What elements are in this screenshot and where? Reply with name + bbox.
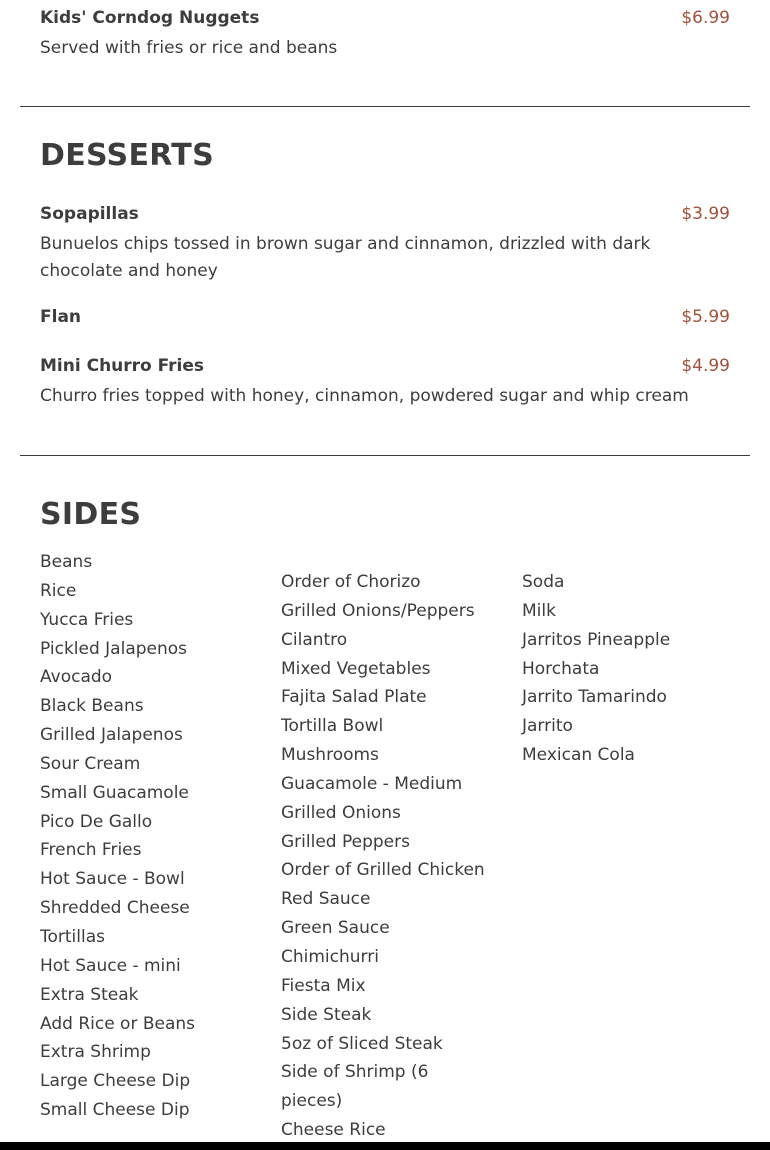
side-item: Jarrito <box>522 716 573 737</box>
side-item: Grilled Jalapenos <box>40 725 183 746</box>
side-item: Chimichurri <box>281 946 379 967</box>
side-item: Mixed Vegetables <box>281 658 431 679</box>
side-item: Yucca Fries <box>40 609 134 630</box>
side-item: Add Rice or Beans <box>40 1013 196 1034</box>
item-description: Served with fries or rice and beans <box>40 38 338 58</box>
side-item: Jarrito Tamarindo <box>522 687 667 708</box>
side-item: Beans <box>40 552 93 572</box>
menu-item-kids-corndog-nuggets <box>40 7 730 67</box>
side-item: Tortillas <box>40 926 105 947</box>
side-item: Hot Sauce - mini <box>40 955 181 976</box>
sides-column-1 <box>40 548 270 1125</box>
side-item: Side Steak <box>281 1004 372 1025</box>
item-price: $6.99 <box>681 8 730 28</box>
side-item: Grilled Peppers <box>281 831 410 852</box>
side-item: Horchata <box>522 658 600 679</box>
side-item: Rice <box>40 580 77 601</box>
item-description: Churro fries topped with honey, cinnamon, powdered sugar and whip cream <box>40 386 689 406</box>
side-item: Jarritos Pineapple <box>522 629 671 650</box>
item-name: Flan <box>40 307 82 327</box>
side-item: Shredded Cheese <box>40 898 190 919</box>
side-item: Pickled Jalapenos <box>40 638 188 659</box>
item-name: Mini Churro Fries <box>40 356 205 376</box>
item-price: $5.99 <box>681 307 730 327</box>
side-item: Red Sauce <box>281 889 371 910</box>
item-price: $3.99 <box>681 204 730 224</box>
side-item: 5oz of Sliced Steak <box>281 1033 443 1054</box>
side-item: Extra Shrimp <box>40 1042 151 1063</box>
menu-item-mini-churro-fries <box>40 355 730 415</box>
side-item: Tortilla Bowl <box>281 716 384 737</box>
item-price: $4.99 <box>681 356 730 376</box>
side-item: Side of Shrimp (6 pieces) <box>281 1062 429 1112</box>
side-item: Pico De Gallo <box>40 811 153 832</box>
side-item: Extra Steak <box>40 984 139 1005</box>
side-item: Small Guacamole <box>40 782 189 803</box>
side-item: Cilantro <box>281 629 348 650</box>
side-item: Mushrooms <box>281 745 379 766</box>
side-item: Milk <box>522 600 556 621</box>
side-item: Mexican Cola <box>522 745 635 766</box>
item-description: Bunuelos chips tossed in brown sugar and cinnamon, drizzled with dark chocolate and honey <box>40 234 651 281</box>
section-divider <box>20 455 750 456</box>
sides-column-3 <box>522 568 752 770</box>
side-item: Guacamole - Medium <box>281 773 463 794</box>
bottom-bar <box>0 1142 770 1150</box>
side-item: Large Cheese Dip <box>40 1071 191 1092</box>
side-item: Order of Grilled Chicken <box>281 860 485 881</box>
section-divider <box>20 106 750 107</box>
item-name: Sopapillas <box>40 204 139 224</box>
side-item: Hot Sauce - Bowl <box>40 869 185 890</box>
item-name: Kids' Corndog Nuggets <box>40 8 260 28</box>
side-item: Sour Cream <box>40 753 141 774</box>
section-title-desserts: DESSERTS <box>40 138 214 173</box>
side-item: Fajita Salad Plate <box>281 687 427 708</box>
side-item: Cheese Rice <box>281 1120 386 1141</box>
side-item: Small Cheese Dip <box>40 1100 190 1121</box>
side-item: Grilled Onions/Peppers <box>281 600 475 621</box>
side-item: Soda <box>522 572 565 592</box>
side-item: Green Sauce <box>281 918 390 939</box>
side-item: Order of Chorizo <box>281 572 421 592</box>
section-title-sides: SIDES <box>40 497 142 532</box>
side-item: Fiesta Mix <box>281 975 366 996</box>
side-item: Grilled Onions <box>281 802 401 823</box>
side-item: Avocado <box>40 667 113 688</box>
menu-item-sopapillas <box>40 203 730 288</box>
side-item: Black Beans <box>40 696 144 717</box>
menu-item-flan <box>40 306 730 328</box>
sides-column-2 <box>281 568 511 1145</box>
side-item: French Fries <box>40 840 142 861</box>
